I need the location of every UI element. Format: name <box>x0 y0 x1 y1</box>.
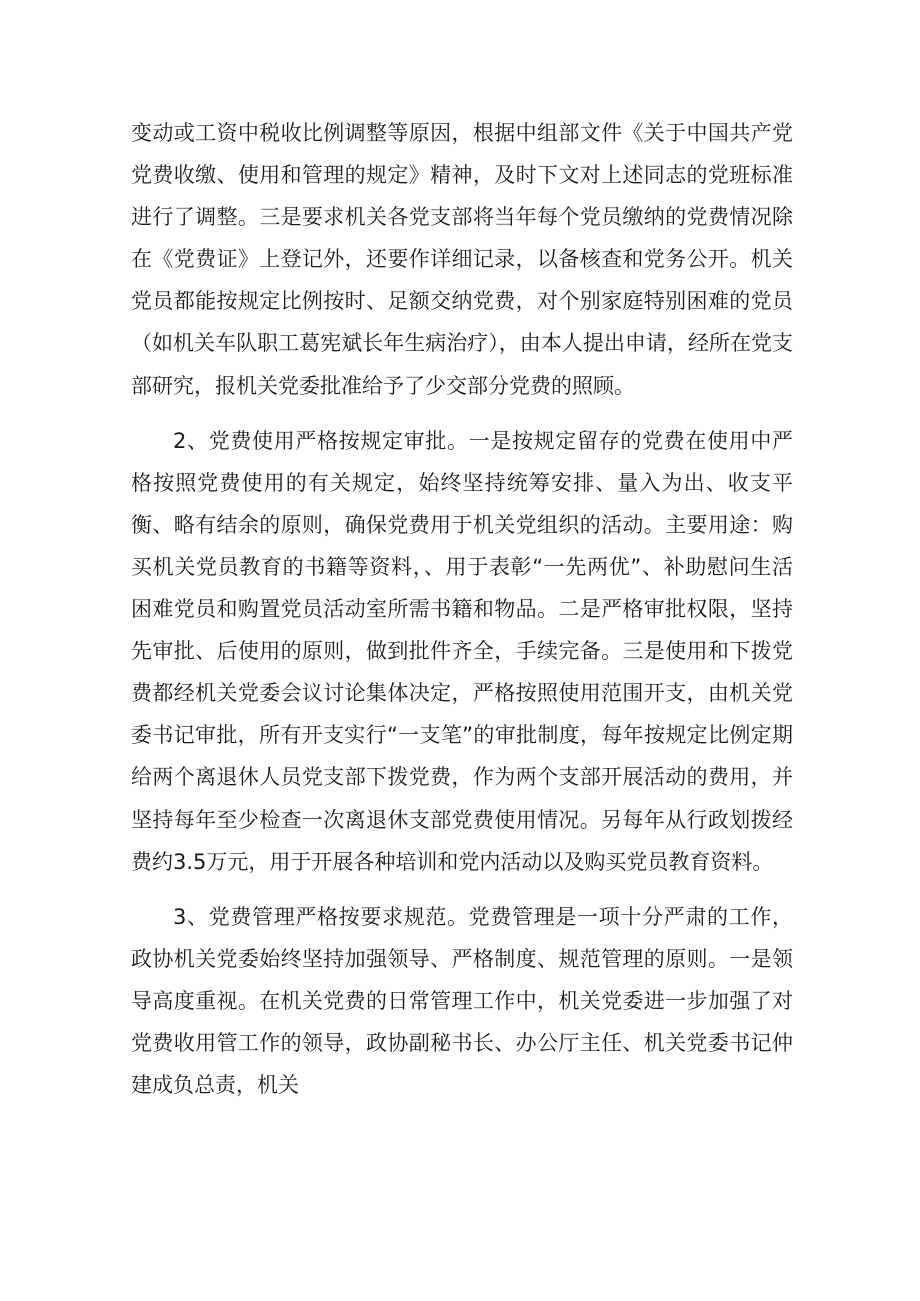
paragraph-party-fee-usage: 2、党费使用严格按规定审批。一是按规定留存的党费在使用中严格按照党费使用的有关规定，始终坚持统筹安排、量入为出、收支平衡、略有结余的原则，确保党费用于机关党组织的活动。主要用途：购买机关党员教育的书籍等资料，、用于表彰“一先两优”、补助慰问生活困难党员和购置党员活动室所需书籍和物品。二是严格审批权限，坚持先审批、后使用的原则，做到批件齐全，手续完备。三是使用和下拨党费都经机关党委会议讨论集体决定，严格按照使用范围开支，由机关党委书记审批，所有开支实行“一支笔”的审批制度，每年按规定比例定期给两个离退休人员党支部下拨党费，作为两个支部开展活动的费用，并坚持每年至少检查一次离退休支部党费使用情况。另每年从行政划拨经费约3.5万元，用于开展各种培训和党内活动以及购买党员教育资料。 <box>131 428 793 874</box>
document-body <box>131 112 793 1106</box>
paragraph-continued-text: 变动或工资中税收比例调整等原因，根据中组部文件《关于中国共产党党费收缴、使用和管理的规定》精神，及时下文对上述同志的党班标准进行了调整。三是要求机关各党支部将当年每个党员缴纳的党费情况除在《党费证》上登记外，还要作详细记录，以备核查和党务公开。机关党员都能按规定比例按时、足额交纳党费，对个别家庭特别困难的党员（如机关车队职工葛宪斌长年生病治疗），由本人提出申请，经所在党支部研究，报机关党委批准给予了少交部分党费的照顾。 <box>131 121 793 398</box>
paragraph-party-fee-management: 3、党费管理严格按要求规范。党费管理是一项十分严肃的工作，政协机关党委始终坚持加强领导、严格制度、规范管理的原则。一是领导高度重视。在机关党费的日常管理工作中，机关党委进一步加强了对党费收用管工作的领导，政协副秘书长、办公厅主任、机关党委书记仲建成负总责，机关 <box>131 904 793 1098</box>
